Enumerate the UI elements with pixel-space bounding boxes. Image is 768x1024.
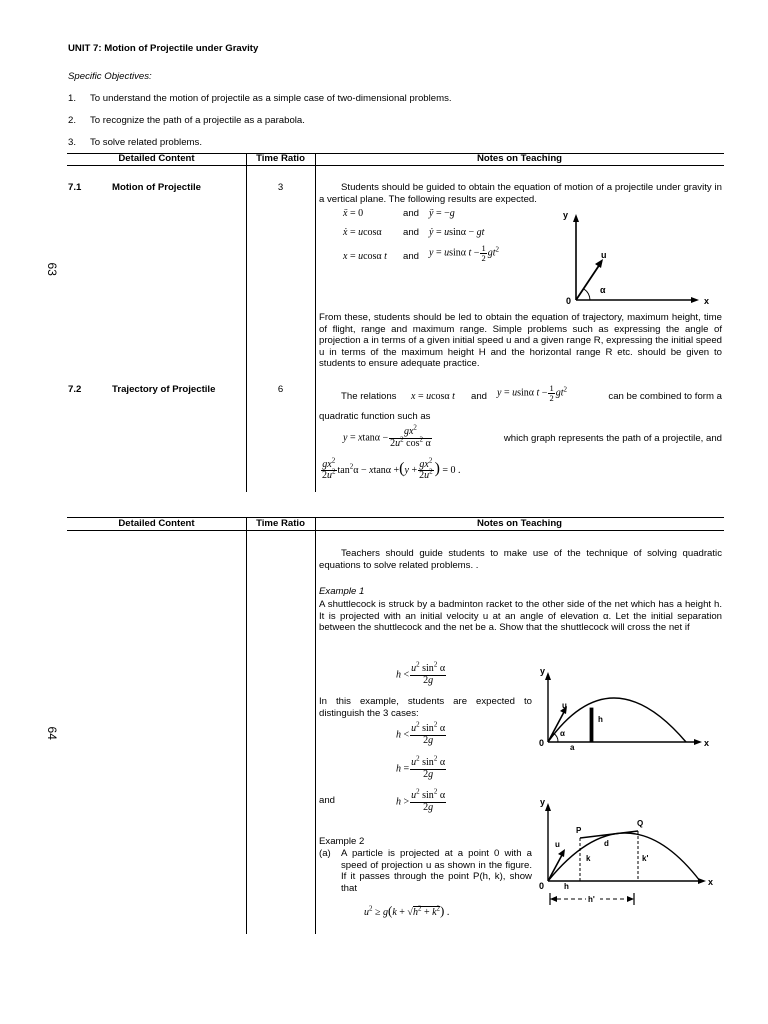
table1-header-notes: Notes on Teaching <box>476 153 563 164</box>
relations-prefix: The relations <box>341 391 397 402</box>
eq-y-position: y = usinα t − $\frac{1}{2}$ $gt^2$ <box>429 243 499 263</box>
table2-header-rule <box>67 530 724 531</box>
and-label: and <box>319 795 336 806</box>
eq-and-3: and <box>403 251 420 262</box>
example1-text: A shuttlecock is struck by a badminton racket to the other side of the net which has a height h. It is projected with an initial velocity u at an angle of elevation α. Let the initial separation between the shuttlecock and the net be a. Show that the shuttlecock will cross the net if <box>319 599 722 633</box>
eq-case-less: h < $\frac{u^2 \sin^2 \alpha}{2g}$ <box>396 720 446 746</box>
fig3-k2-label: k' <box>642 854 649 863</box>
objective-num-2: 2. <box>68 115 77 126</box>
fig2-y-label: y <box>540 666 546 676</box>
eq-relation-x: x = ucosα t <box>411 391 455 402</box>
objective-num-3: 3. <box>68 137 77 148</box>
table2-col-divider-1 <box>246 517 247 934</box>
eq-relation-y: y = usinα t − $\frac{1}{2}$ $gt^2$ <box>497 383 567 403</box>
expected-text: In this example, students are expected to distinguish the 3 cases: <box>319 696 532 719</box>
objective-text-3: To solve related problems. <box>90 137 202 148</box>
objective-num-1: 1. <box>68 93 77 104</box>
eq-y-dot: ẏ = usinα − gt <box>429 227 485 238</box>
table2-col-divider-2 <box>315 517 316 934</box>
fig3-h-label: h <box>564 882 569 891</box>
section-71-time: 3 <box>277 182 284 193</box>
fig2-origin-label: 0 <box>539 738 545 748</box>
fig1-y-label: y <box>563 210 569 220</box>
fig2-u-label: u <box>562 701 567 710</box>
page-number-63: 63 <box>44 262 59 276</box>
objectives-heading: Specific Objectives: <box>68 71 152 82</box>
table1-header-time: Time Ratio <box>256 153 305 164</box>
eq-x-position: x = ucosα t <box>343 251 387 262</box>
fig3-Q-label: Q <box>637 819 644 828</box>
eq-x-dot: ẋ = ucosα <box>343 227 382 238</box>
eq-trajectory: y = xtanα − $\frac{gx^2}{2u^2 \cos^2 \alpha}$ <box>343 423 431 449</box>
figure-particle-path <box>536 795 716 911</box>
graph-text: which graph represents the path of a projectile, and <box>503 433 722 444</box>
eq-speed-inequality: $u^2 \ge g(k + √h^2 + k^2)$ . <box>364 903 450 918</box>
section-72-title: Trajectory of Projectile <box>112 384 216 395</box>
unit-title: UNIT 7: Motion of Projectile under Gravity <box>68 43 259 54</box>
page-number-64: 64 <box>44 726 59 740</box>
eq-y-double-dot: ÿ = −g <box>429 208 455 219</box>
fig3-P-label: P <box>576 826 582 835</box>
fig2-alpha-label: α <box>560 729 565 738</box>
table2-header-time: Time Ratio <box>256 518 305 529</box>
example2-label: (a) <box>319 848 331 859</box>
section-72-number: 7.2 <box>68 384 82 395</box>
fig2-h-label: h <box>598 715 603 724</box>
fig3-origin-label: 0 <box>539 881 545 891</box>
fig1-origin-label: 0 <box>566 296 572 306</box>
fig3-y-label: y <box>540 797 546 807</box>
example2-text: A particle is projected at a point 0 with a speed of projection u as shown in the figure. If it passes through the point P(h, k), show that <box>341 848 532 894</box>
fig3-u-label: u <box>555 840 560 849</box>
section-71-after: From these, students should be led to obtain the equation of trajectory, maximum height, time of flight, range and maximum range. Simple problems such as expressing the angle of projection a in terms of a given initial speed u and a given range R, expressing the initial speed u in terms of the maximum height H and the horizontal range R etc. should be given to students to ensure adequate practice. <box>319 312 722 369</box>
objective-text-1: To understand the motion of projectile as a simple case of two-dimensional problems. <box>90 93 452 104</box>
eq-quadratic-form: $\frac{gx^2}{2u^2}$ $\tan^2\alpha - xtan\alpha +(y$ + $\frac{gx^2}{2u^2}$ ) = 0 . <box>322 456 461 482</box>
section-72-time: 6 <box>277 384 284 395</box>
eq-case-greater: h > $\frac{u^2 \sin^2 \alpha}{2g}$ <box>396 787 446 813</box>
table1-col-divider-2 <box>315 153 316 492</box>
figure-projectile-axes <box>556 206 716 310</box>
section-71-number: 7.1 <box>68 182 82 193</box>
teachers-text: Teachers should guide students to make use of the technique of solving quadratic equations to solve related problems. . <box>319 548 722 571</box>
eq-and-2: and <box>403 227 420 238</box>
figure-shuttlecock-net <box>536 664 716 754</box>
fig3-x-label: x <box>708 877 714 887</box>
objective-text-2: To recognize the path of a projectile as a parabola. <box>90 115 305 126</box>
table1-col-divider-1 <box>246 153 247 492</box>
fig3-k-label: k <box>586 854 591 863</box>
table2-header-content: Detailed Content <box>118 518 195 529</box>
fig1-alpha-label: α <box>600 285 606 295</box>
eq-condition-main: h < $\frac{u^2 \sin^2 \alpha}{2g}$ <box>396 660 446 686</box>
quadratic-text: quadratic function such as <box>319 411 431 422</box>
table2-header-notes: Notes on Teaching <box>476 518 563 529</box>
example2-heading: Example 2 <box>319 836 365 847</box>
example1-heading: Example 1 <box>319 586 365 597</box>
section-71-title: Motion of Projectile <box>112 182 202 193</box>
fig3-d-label: d <box>604 839 609 848</box>
section-71-intro: Students should be guided to obtain the equation of motion of a projectile under gravity in a vertical plane. The following results are expected. <box>319 182 722 205</box>
relations-and: and <box>471 391 488 402</box>
eq-and-1: and <box>403 208 420 219</box>
relations-suffix: can be combined to form a <box>608 391 722 402</box>
fig1-u-label: u <box>601 250 607 260</box>
table1-header-rule <box>67 165 724 166</box>
fig3-h2-label: h' <box>588 895 595 904</box>
fig2-a-label: a <box>570 743 575 752</box>
table1-header-content: Detailed Content <box>118 153 195 164</box>
fig1-x-label: x <box>704 296 710 306</box>
eq-case-equal: h = $\frac{u^2 \sin^2 \alpha}{2g}$ <box>396 754 446 780</box>
eq-x-double-dot: ẍ = 0 <box>343 208 364 219</box>
fig2-x-label: x <box>704 738 710 748</box>
